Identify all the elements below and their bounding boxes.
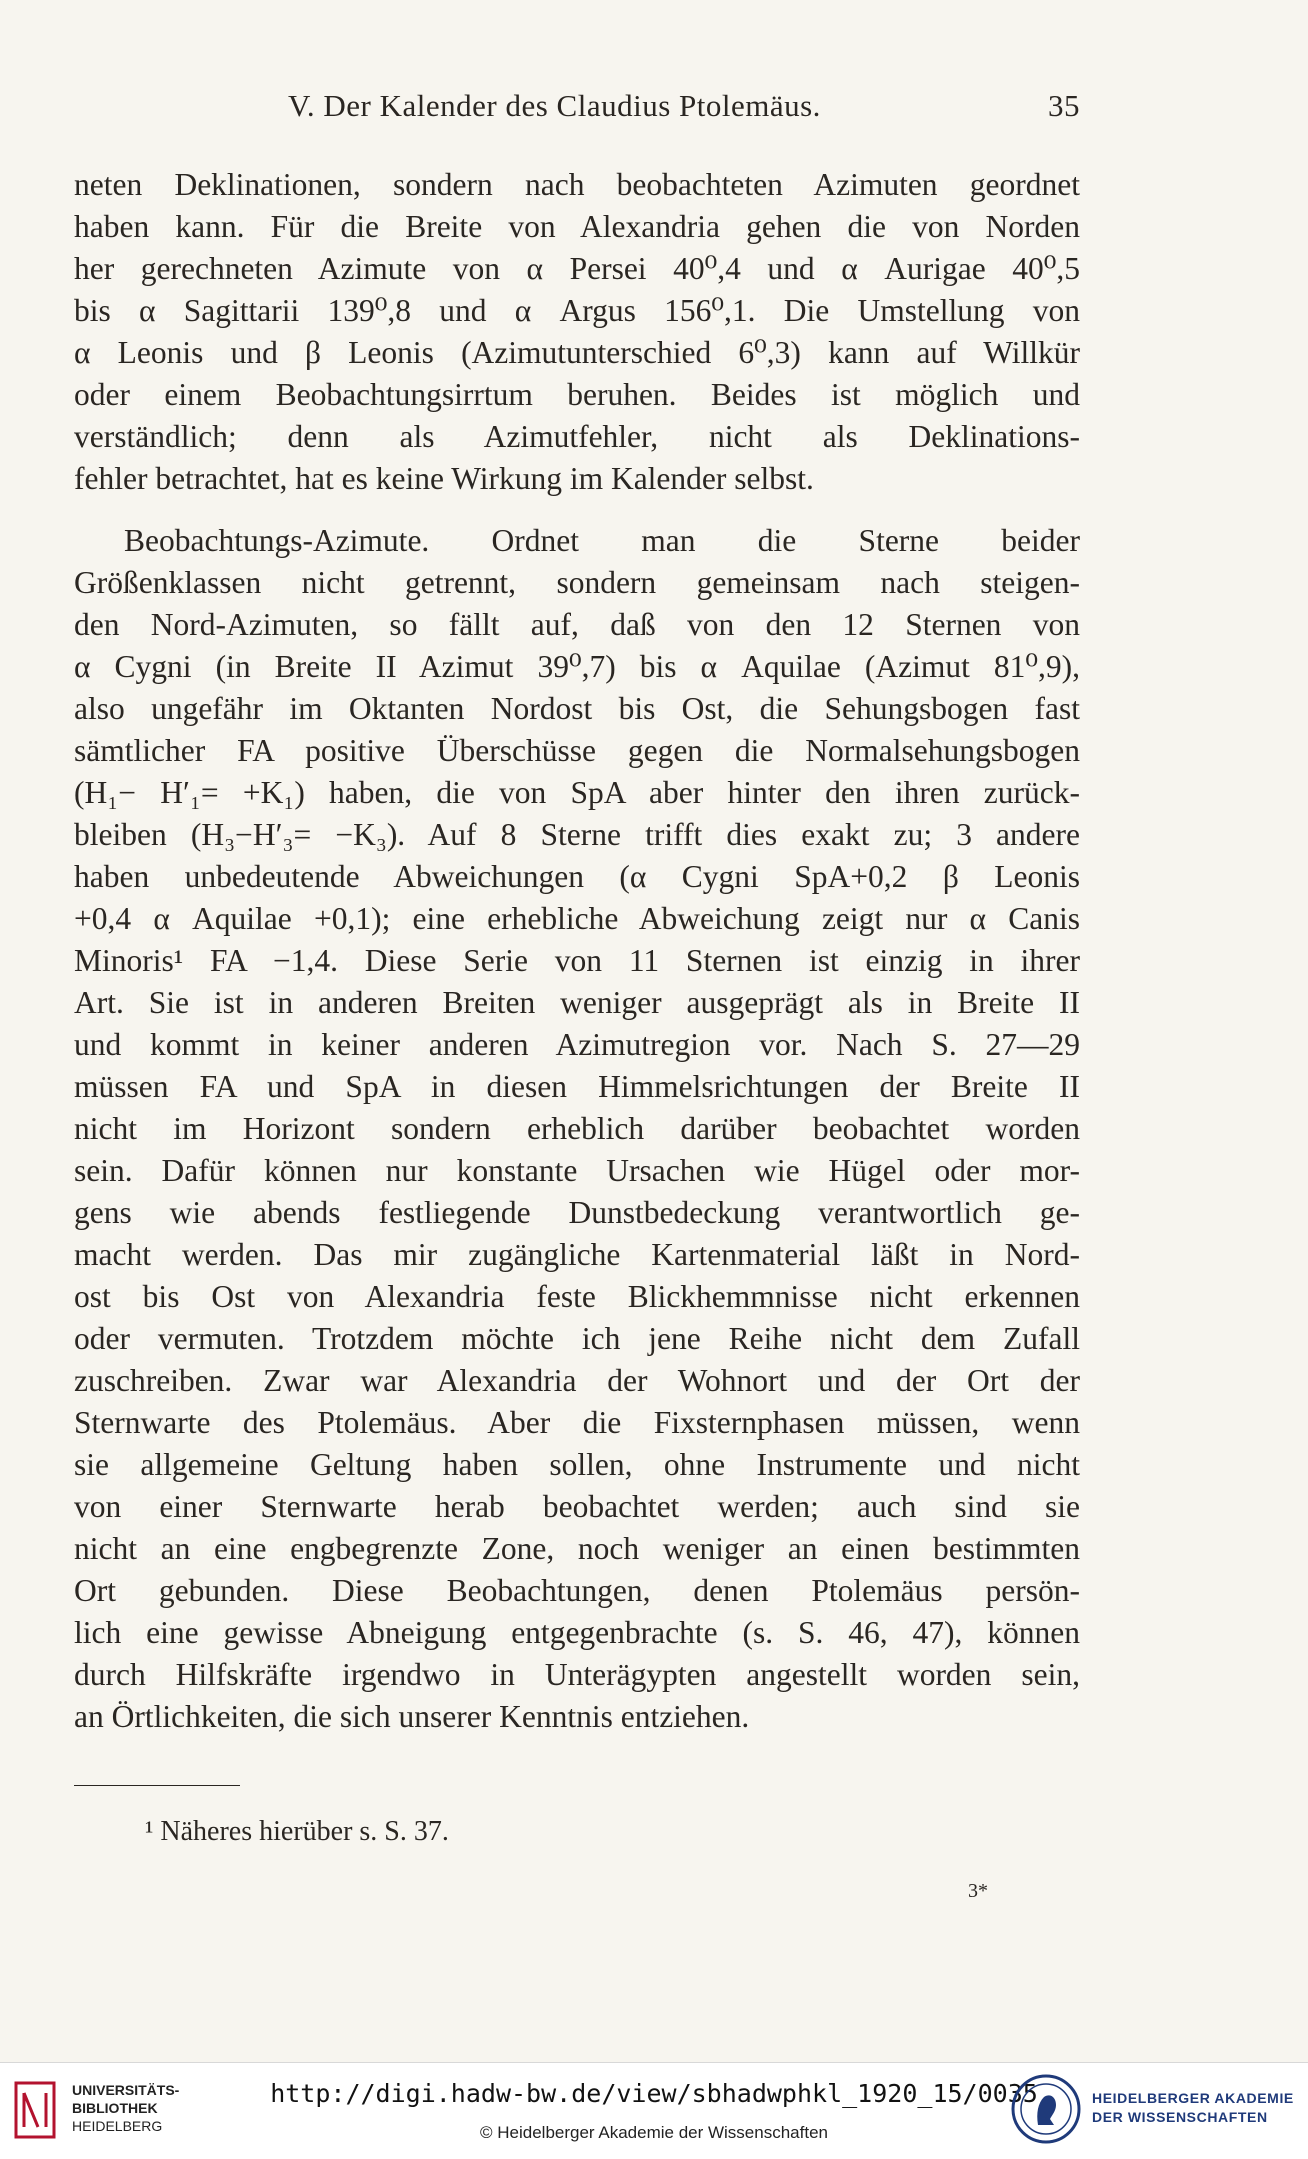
text-line: Sternwarte des Ptolemäus. Aber die Fixsternphasen müssen, wenn	[74, 1405, 1080, 1440]
library-line-3: HEIDELBERG	[72, 2118, 163, 2134]
text-line: also ungefähr im Oktanten Nordost bis Ost, die Sehungsbogen fast	[74, 691, 1080, 726]
text-line: neten Deklinationen, sondern nach beobachteten Azimuten geordnet	[74, 167, 1080, 202]
paragraph-1	[74, 164, 1080, 500]
body-text	[74, 164, 1080, 1738]
text-line: lich eine gewisse Abneigung entgegenbrachte (s. S. 46, 47), können	[74, 1615, 1080, 1650]
text-line: bis α Sagittarii 139⁰,8 und α Argus 156⁰,1. Die Umstellung von	[74, 293, 1080, 328]
footnote-rule	[74, 1785, 240, 1786]
text-line: und kommt in keiner anderen Azimutregion vor. Nach S. 27—29	[74, 1027, 1080, 1062]
text-line: her gerechneten Azimute von α Persei 40⁰,4 und α Aurigae 40⁰,5	[74, 251, 1080, 286]
running-header	[74, 88, 1080, 134]
copyright-notice: © Heidelberger Akademie der Wissenschaften	[480, 2123, 828, 2142]
text-line: Beobachtungs-Azimute. Ordnet man die Sterne beider	[124, 523, 1080, 558]
library-line-2: BIBLIOTHEK	[72, 2100, 158, 2116]
text-line: müssen FA und SpA in diesen Himmelsrichtungen der Breite II	[74, 1069, 1080, 1104]
text-line: von einer Sternwarte herab beobachtet werden; auch sind sie	[74, 1489, 1080, 1524]
text-line: haben kann. Für die Breite von Alexandria gehen die von Norden	[74, 209, 1080, 244]
academy-name	[1092, 2089, 1294, 2127]
text-line: sämtlicher FA positive Überschüsse gegen die Normalsehungsbogen	[74, 733, 1080, 768]
text-line: Größenklassen nicht getrennt, sondern gemeinsam nach steigen-	[74, 565, 1080, 600]
signature-mark: 3*	[968, 1880, 988, 1902]
text-line: nicht an eine engbegrenzte Zone, noch weniger an einen bestimmten	[74, 1531, 1080, 1566]
academy-line-2: DER WISSENSCHAFTEN	[1092, 2109, 1268, 2125]
viewer-footer	[0, 2062, 1308, 2159]
text-line: zuschreiben. Zwar war Alexandria der Wohnort und der Ort der	[74, 1363, 1080, 1398]
text-line: gens wie abends festliegende Dunstbedeckung verantwortlich ge-	[74, 1195, 1080, 1230]
text-line: sein. Dafür können nur konstante Ursachen wie Hügel oder mor-	[74, 1153, 1080, 1188]
text-line: Art. Sie ist in anderen Breiten weniger ausgeprägt als in Breite II	[74, 985, 1080, 1020]
text-line: macht werden. Das mir zugängliche Kartenmaterial läßt in Nord-	[74, 1237, 1080, 1272]
text-line: verständlich; denn als Azimutfehler, nicht als Deklinations-	[74, 419, 1080, 454]
text-line: +0,4 α Aquilae +0,1); eine erhebliche Abweichung zeigt nur α Canis	[74, 901, 1080, 936]
permalink-url[interactable]: http://digi.hadw-bw.de/view/sbhadwphkl_1920_15/0035	[270, 2079, 1038, 2108]
text-line: α Cygni (in Breite II Azimut 39⁰,7) bis α Aquilae (Azimut 81⁰,9),	[74, 649, 1080, 684]
running-title: V. Der Kalender des Claudius Ptolemäus.	[288, 88, 821, 123]
text-line: den Nord-Azimuten, so fällt auf, daß von den 12 Sternen von	[74, 607, 1080, 642]
academy-seal-icon	[1010, 2073, 1082, 2145]
text-line: ost bis Ost von Alexandria feste Blickhemmnisse nicht erkennen	[74, 1279, 1080, 1314]
library-line-1: UNIVERSITÄTS-	[72, 2082, 180, 2098]
text-line: (H₁− H′₁= +K₁) haben, die von SpA aber hinter den ihren zurück-	[74, 775, 1080, 810]
page-number: 35	[1048, 88, 1080, 123]
text-line: durch Hilfskräfte irgendwo in Unterägypten angestellt worden sein,	[74, 1657, 1080, 1692]
text-line: fehler betrachtet, hat es keine Wirkung im Kalender selbst.	[74, 461, 814, 496]
academy-line-1: HEIDELBERGER AKADEMIE	[1092, 2090, 1294, 2106]
footnote: ¹ Näheres hierüber s. S. 37.	[145, 1816, 449, 1847]
text-line: oder vermuten. Trotzdem möchte ich jene Reihe nicht dem Zufall	[74, 1321, 1080, 1356]
text-line: α Leonis und β Leonis (Azimutunterschied 6⁰,3) kann auf Willkür	[74, 335, 1080, 370]
text-line: nicht im Horizont sondern erheblich darüber beobachtet worden	[74, 1111, 1080, 1146]
text-line: oder einem Beobachtungsirrtum beruhen. Beides ist möglich und	[74, 377, 1080, 412]
text-line: Minoris¹ FA −1,4. Diese Serie von 11 Sternen ist einzig in ihrer	[74, 943, 1080, 978]
paragraph-2	[74, 520, 1080, 1738]
text-line: sie allgemeine Geltung haben sollen, ohne Instrumente und nicht	[74, 1447, 1080, 1482]
text-line: bleiben (H₃−H′₃= −K₃). Auf 8 Sterne trifft dies exakt zu; 3 andere	[74, 817, 1080, 852]
text-line: Ort gebunden. Diese Beobachtungen, denen Ptolemäus persön-	[74, 1573, 1080, 1608]
text-line: an Örtlichkeiten, die sich unserer Kenntnis entziehen.	[74, 1699, 750, 1734]
text-line: haben unbedeutende Abweichungen (α Cygni SpA+0,2 β Leonis	[74, 859, 1080, 894]
